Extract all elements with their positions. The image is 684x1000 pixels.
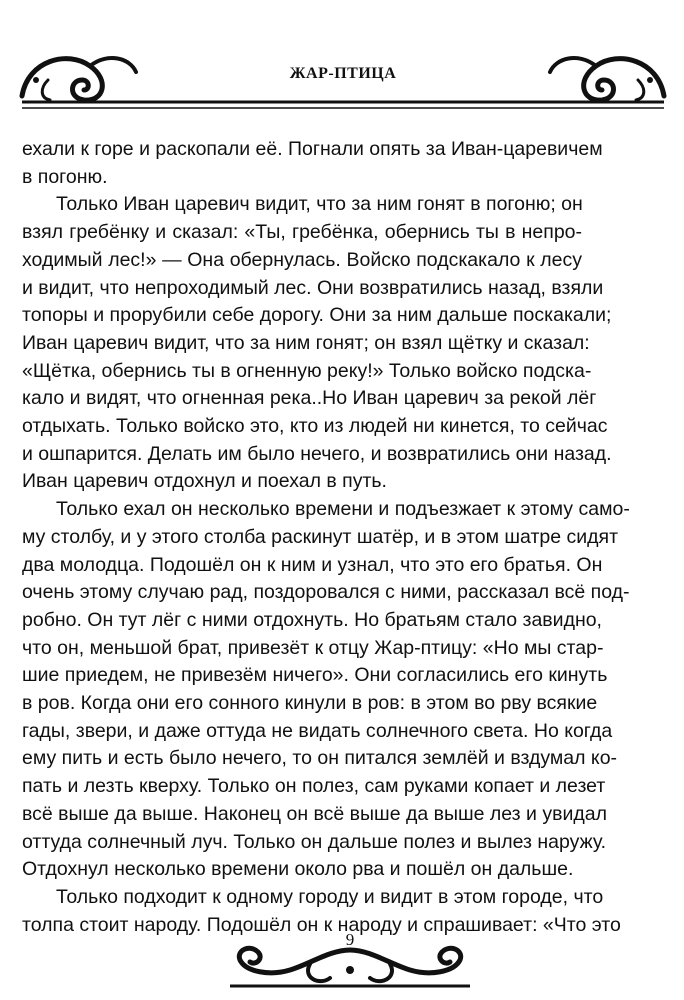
text-line: Только подходит к одному городу и видит в этом городе, что [56, 885, 604, 908]
text-line: в погоню. [22, 165, 108, 188]
text-line: ходимый лес!» — Она обернулась. Войско подскакало к лесу [22, 248, 582, 271]
page-footer [210, 920, 490, 1000]
text-line: му столбу, и у этого столба раскинут шатёр, и в этом шатре сидят [22, 525, 619, 548]
text-line: «Щётка, обернись ты в огненную реку!» Только войско подска- [22, 359, 592, 382]
page-title: ЖАР-ПТИЦА [289, 65, 397, 82]
text-line: Иван царевич видит, что за ним гонят; он взял щётку и сказал: [22, 331, 590, 354]
text-line: толпа стоит народу. Подошёл он к народу и спрашивает: «Что это [22, 913, 621, 936]
text-line: и ошпарится. Делать им было нечего, и возвратились они назад. [22, 442, 612, 465]
text-line: Только ехал он несколько времени и подъезжает к этому само- [56, 498, 630, 521]
text-line: что он, меньшой брат, привезёт к отцу Жар-птицу: «Но мы стар- [22, 636, 604, 659]
text-line: ехали к горе и раскопали её. Погнали опять за Иван-царевичем [22, 138, 603, 160]
text-line: топоры и прорубили себе дорогу. Они за ним дальше поскакали; [22, 304, 612, 327]
paragraph [22, 496, 630, 884]
text-line: оттуда солнечный луч. Только он дальше полез и вылез наружу. [22, 830, 607, 853]
text-line: робно. Он тут лёг с ними отдохнуть. Но братьям стало завидно, [22, 608, 602, 631]
text-line: Отдохнул несколько времени около рва и пошёл он дальше. [22, 858, 574, 881]
text-line: и видит, что непроходимый лес. Они возвратились назад, взяли [22, 276, 604, 299]
text-line: всё выше да выше. Наконец он всё выше да выше лез и увидал [22, 802, 607, 825]
text-line: шие приедем, не привезём ничего». Они согласились его кинуть [22, 664, 608, 687]
text-line: кало и видят, что огненная река..Но Иван царевич за рекой лёг [22, 387, 597, 410]
text-line: пать и лезть кверху. Только он полез, сам руками копает и лезет [22, 775, 606, 798]
text-line: очень этому случаю рад, поздоровался с ними, рассказал всё под- [22, 581, 630, 604]
page-number: 9 [345, 930, 355, 949]
text-line: гады, звери, и даже оттуда не видать солнечного света. Но когда [22, 719, 613, 742]
body-text [22, 136, 630, 939]
text-line: ему пить и есть было нечего, то он питался землёй и вздумал ко- [22, 747, 618, 770]
text-line: взял гребёнку и сказал: «Ты, гребёнка, обернись ты в непро- [22, 221, 582, 244]
text-line: отдыхать. Только войско это, кто из людей ни кинется, то сейчас [22, 415, 608, 438]
text-line: два молодца. Подошёл он к ним и узнал, что это его братья. Он [22, 553, 603, 576]
paragraph [22, 191, 612, 496]
text-line: в ров. Когда они его сонного кинули в ров: в этом во рву всякие [22, 692, 598, 715]
text-line: Только Иван царевич видит, что за ним гонят в погоню; он [56, 193, 583, 216]
page-header [18, 40, 668, 120]
text-line: Иван царевич отдохнул и поехал в путь. [22, 470, 387, 493]
paragraph [22, 136, 603, 191]
